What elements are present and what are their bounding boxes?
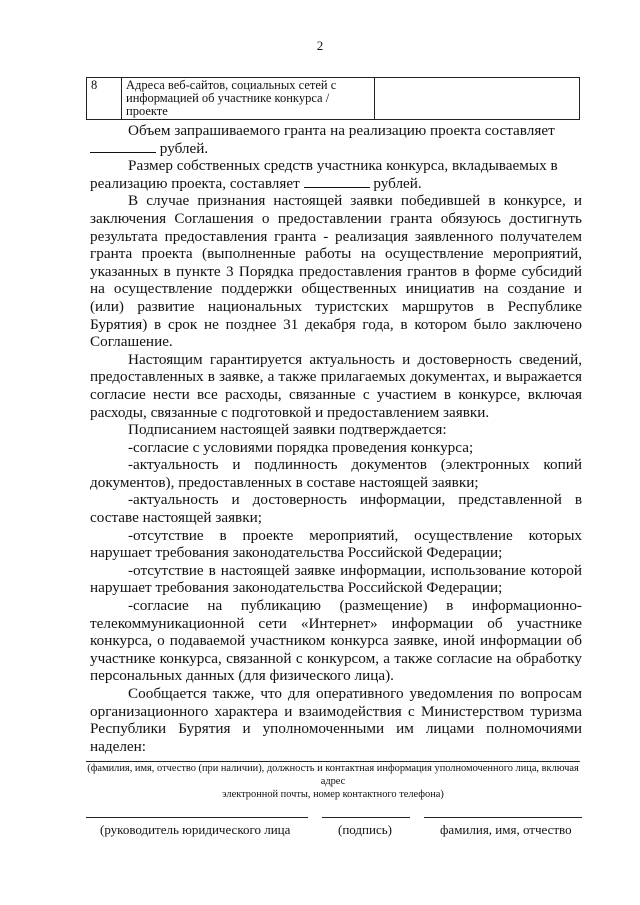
confirm-item: -отсутствие в проекте мероприятий, осуществление которых нарушает требования законодательства Российской Федерации; (90, 526, 582, 562)
own-funds-currency: рублей. (373, 174, 422, 192)
grant-amount-blank (90, 140, 156, 153)
row-label-line: информацией об участнике конкурса / (126, 91, 330, 105)
grant-currency: рублей. (159, 139, 209, 157)
info-table (86, 77, 580, 120)
own-funds-blank (304, 175, 370, 188)
confirm-item: -актуальность и подлинность документов (электронных копий документов), предоставленных в составе настоящей заявки; (90, 456, 582, 491)
name-label: фамилия, имя, отчество (440, 822, 572, 837)
row-number: 8 (87, 78, 122, 120)
own-funds-text: реализацию проекта, составляет (90, 174, 300, 192)
confirm-item: -актуальность и достоверность информации, представленной в составе настоящей заявки; (90, 491, 582, 527)
sign-line (322, 817, 410, 818)
head-signature-line (86, 817, 308, 818)
page-number: 2 (316, 38, 324, 53)
notify-paragraph: Сообщается также, что для оперативного уведомления по вопросам организационного характера и взаимодействия с Министерством туризма Республики Бурятия и уполномоченными им лицами полномочиями наделен: (90, 685, 582, 755)
caption-line: электронной почты, номер контактного телефона) (222, 789, 444, 800)
row-label (122, 78, 375, 120)
authorized-person-caption (86, 762, 580, 801)
sign-label: (подпись) (338, 822, 392, 837)
grant-amount-line: Объем запрашиваемого гранта на реализацию проекта составляет (128, 122, 555, 139)
winner-clause: В случае признания настоящей заявки победившей в конкурсе, и заключения Соглашения о предоставлении гранта обязуюсь достигнуть результата предоставления гранта - реализация заявленного получателем гранта проекта (выполненные работы на осуществление мероприятий, указанных в пункте 3 Порядка предоставления грантов в форме субсидий на осуществление поддержки общественных инициатив на создание и (или) развитие национальных туристских маршрутов в Республике Бурятия) в срок не позднее 31 декабря года, в котором было заключено Соглашение. (90, 192, 582, 351)
confirm-intro: Подписанием настоящей заявки подтверждается: (128, 421, 447, 439)
body-text (90, 122, 582, 755)
guarantee-paragraph: Настоящим гарантируется актуальность и достоверность сведений, предоставленных в заявке, а также прилагаемых документах, и выражается согласие нести все расходы, связанные с участием в конкурсе, включая расходы, связанные с подготовкой и предоставлением заявки. (90, 350, 582, 421)
table-row (87, 78, 580, 120)
caption-line: (фамилия, имя, отчество (при наличии), должность и контактная информация уполномоченного лица, включая адрес (87, 763, 579, 787)
name-line (424, 817, 582, 818)
confirm-item: -согласие на публикацию (размещение) в информационно-телекоммуникационной сети «Интернет» информации об участнике конкурса, о подаваемой участником конкурса заявке, иной информации об участнике конкурса, связанной с конкурсом, а также согласие на обработку персональных данных (для физического лица). (90, 597, 582, 685)
own-funds-line2 (90, 175, 582, 193)
row-label-line: Адреса веб-сайтов, социальных сетей с (126, 78, 337, 92)
row-value (375, 78, 580, 120)
confirm-item: -согласие с условиями порядка проведения конкурса; (128, 438, 474, 456)
confirm-item: -отсутствие в настоящей заявке информации, использование которой нарушает требования законодательства Российской Федерации; (90, 561, 582, 597)
grant-amount-line2 (90, 140, 582, 158)
head-label: (руководитель юридического лица (100, 822, 291, 837)
own-funds-line: Размер собственных средств участника конкурса, вкладываемых в (128, 157, 558, 175)
row-label-line: проекте (126, 104, 168, 118)
